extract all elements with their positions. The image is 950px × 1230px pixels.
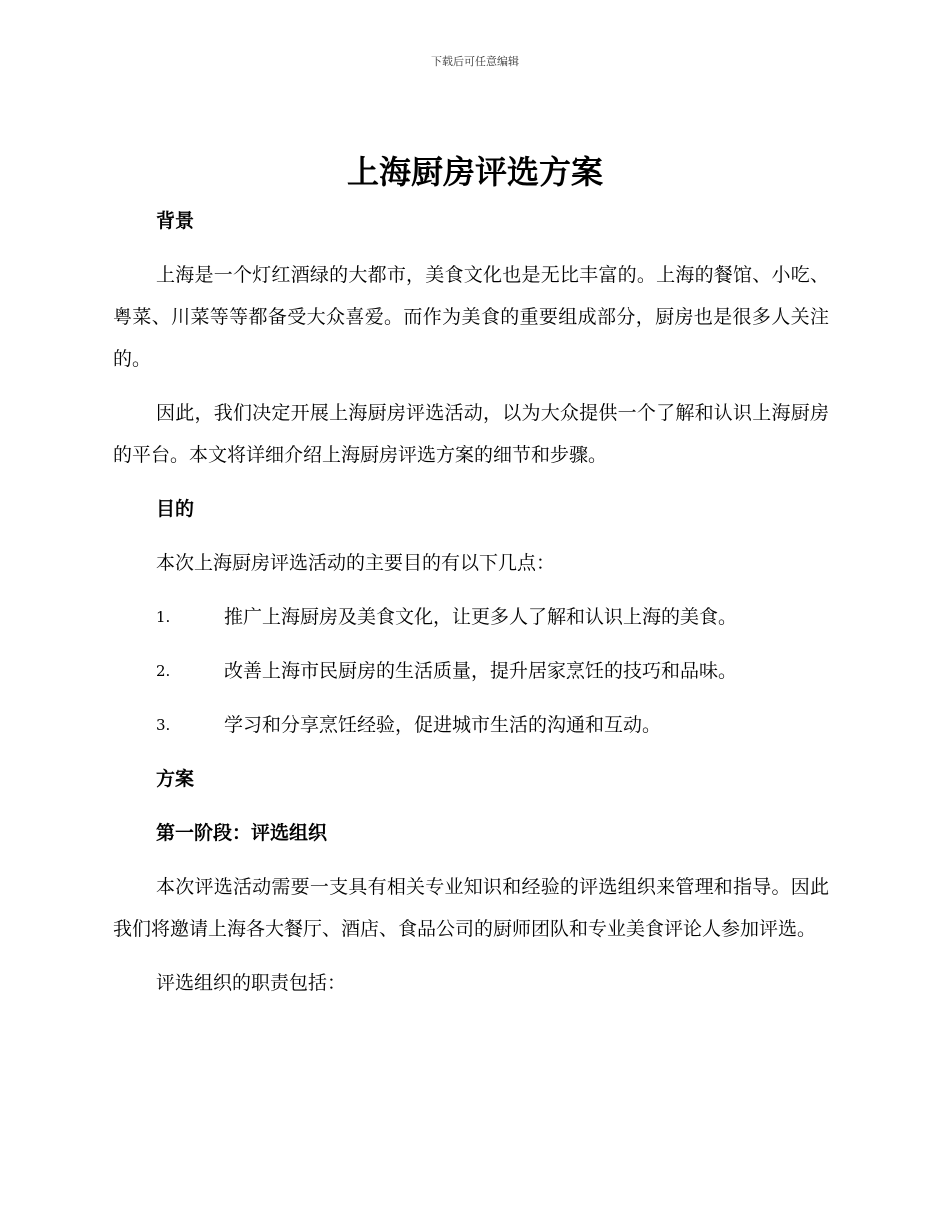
- list-number: 1.: [156, 608, 171, 626]
- paragraph-background-1: 上海是一个灯红酒绿的大都市，美食文化也是无比丰富的。上海的餐馆、小吃、粤菜、川菜等等都备受大众喜爱。而作为美食的重要组成部分，厨房也是很多人关注的。: [113, 264, 829, 370]
- document-title: 上海厨房评选方案: [346, 153, 603, 191]
- list-item: [113, 650, 829, 692]
- list-item: [113, 704, 829, 746]
- list-item-text: 改善上海市民厨房的生活质量，提升居家烹饪的技巧和品味。: [224, 660, 738, 682]
- document-body: [113, 200, 829, 1004]
- paragraph-purpose-intro: 本次上海厨房评选活动的主要目的有以下几点：: [156, 552, 556, 574]
- list-item: [113, 596, 829, 638]
- list-number: 3.: [156, 716, 171, 734]
- page-header: 下载后可任意编辑: [431, 55, 519, 68]
- heading-purpose: 目的: [156, 498, 195, 520]
- list-item-text: 学习和分享烹饪经验，促进城市生活的沟通和互动。: [224, 714, 662, 736]
- list-item-text: 推广上海厨房及美食文化，让更多人了解和认识上海的美食。: [224, 606, 738, 628]
- list-number: 2.: [156, 662, 171, 680]
- heading-background: 背景: [156, 210, 195, 232]
- heading-plan: 方案: [156, 768, 195, 790]
- paragraph-plan-2: 评选组织的职责包括：: [156, 972, 347, 994]
- paragraph-plan-1: 本次评选活动需要一支具有相关专业知识和经验的评选组织来管理和指导。因此我们将邀请上海各大餐厅、酒店、食品公司的厨师团队和专业美食评论人参加评选。: [113, 876, 829, 940]
- heading-stage-1: 第一阶段：评选组织: [156, 822, 328, 844]
- paragraph-background-2: 因此，我们决定开展上海厨房评选活动，以为大众提供一个了解和认识上海厨房的平台。本文将详细介绍上海厨房评选方案的细节和步骤。: [113, 402, 829, 466]
